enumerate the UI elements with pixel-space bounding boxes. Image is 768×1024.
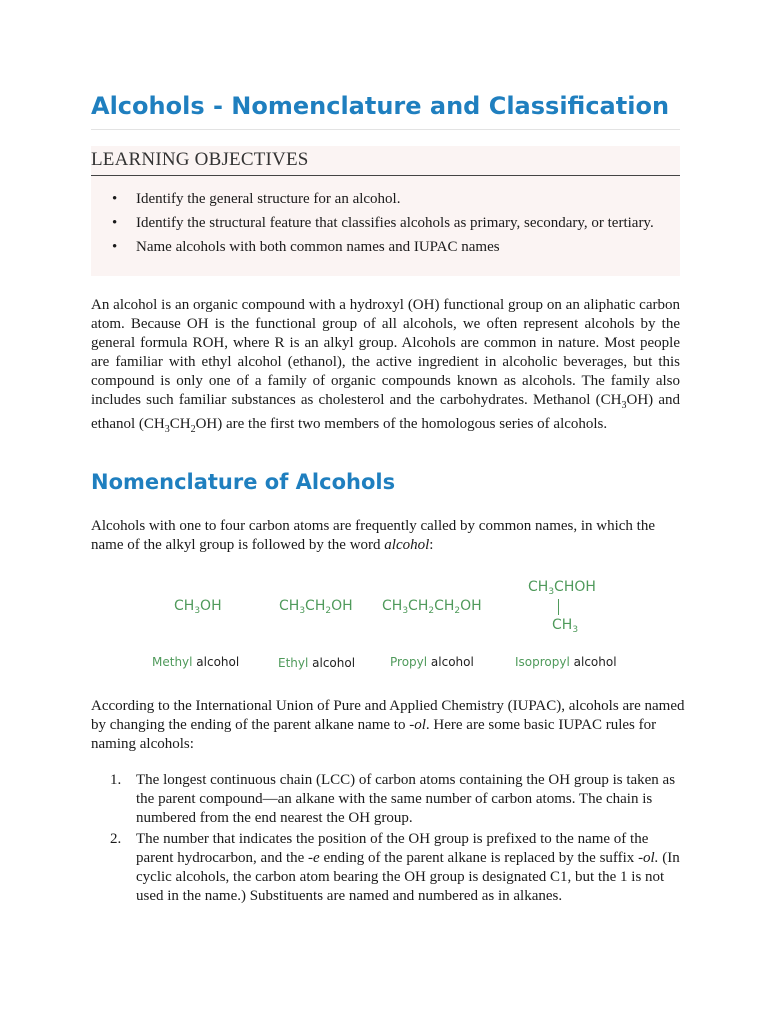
common-names-paragraph: Alcohols with one to four carbon atoms are frequently called by common names, in which the name of the alkyl group is followed by the word alcohol: bbox=[91, 518, 656, 553]
propyl-alcohol-label: Propyl alcohol bbox=[390, 655, 474, 669]
page-title: Alcohols - Nomenclature and Classification bbox=[91, 92, 670, 120]
iupac-rules-list bbox=[110, 771, 680, 908]
isopropyl-alcohol-formula-top: $CH_3CHOH$ bbox=[528, 579, 596, 597]
learning-objectives-heading: LEARNING OBJECTIVES bbox=[91, 149, 309, 170]
propyl-alcohol-formula: $CH_3CH_2CH_2OH$ bbox=[382, 598, 482, 616]
ethyl-alcohol-formula: $CH_3CH_2OH$ bbox=[279, 598, 353, 616]
list-item: • Identify the general structure for an alcohol. bbox=[112, 191, 401, 207]
bullet-icon: • bbox=[112, 191, 118, 207]
title-divider bbox=[91, 129, 680, 130]
isopropyl-alcohol-label: Isopropyl alcohol bbox=[515, 655, 617, 669]
bullet-icon: • bbox=[112, 239, 118, 255]
list-item: 1. The longest continuous chain (LCC) of carbon atoms containing the OH group is taken as the parent compound—an alkane with the same number of carbon atoms. The chain is numbered from the end nearest the OH group. bbox=[110, 772, 676, 826]
bullet-icon: • bbox=[112, 215, 118, 231]
objectives-divider bbox=[91, 175, 680, 176]
ethyl-alcohol-label: Ethyl alcohol bbox=[278, 656, 356, 670]
list-item: • Identify the structural feature that classifies alcohols as primary, secondary, or tertiary. bbox=[112, 215, 654, 231]
iupac-paragraph: According to the International Union of Pure and Applied Chemistry (IUPAC), alcohols are named by changing the ending of the parent alkane name to -ol. Here are some basic IUPAC rules for naming alcohols: bbox=[91, 698, 685, 752]
bond-line bbox=[558, 599, 559, 615]
list-item: 2. The number that indicates the position of the OH group is prefixed to the name of the parent hydrocarbon, and the -e ending of the parent alkane is replaced by the suffix -ol. (In cyclic alcohols, the carbon atom bearing the OH group is designated C1, but the 1 is not used in the name.) Substituents are named and numbered as in alkanes. bbox=[110, 831, 680, 904]
isopropyl-alcohol-formula-bottom: $CH_3$ bbox=[552, 617, 579, 635]
methyl-alcohol-formula: $CH_3OH$ bbox=[174, 598, 222, 616]
methyl-alcohol-label: Methyl alcohol bbox=[152, 655, 240, 669]
objectives-list bbox=[110, 190, 670, 262]
section-heading-nomenclature: Nomenclature of Alcohols bbox=[91, 470, 396, 494]
list-item: • Name alcohols with both common names and IUPAC names bbox=[112, 239, 500, 255]
intro-paragraph: An alcohol is an organic compound with a hydroxyl (OH) functional group on an aliphatic carbon atom. Because OH is the functional group of all alcohols, we often represent alcohols by the general formula ROH, where R is an alkyl group. Alcohols are common in nature. Most people are familiar with ethyl alcohol (ethanol), the active ingredient in alcoholic beverages, but this compound is only one of a family of organic compounds known as alcohols. The family also includes such familiar substances as cholesterol and the carbohydrates. Methanol $(CH_3OH)$ and ethanol $(CH_3CH_2OH)$ are the first two members of the homologous series of alcohols. bbox=[91, 297, 680, 435]
